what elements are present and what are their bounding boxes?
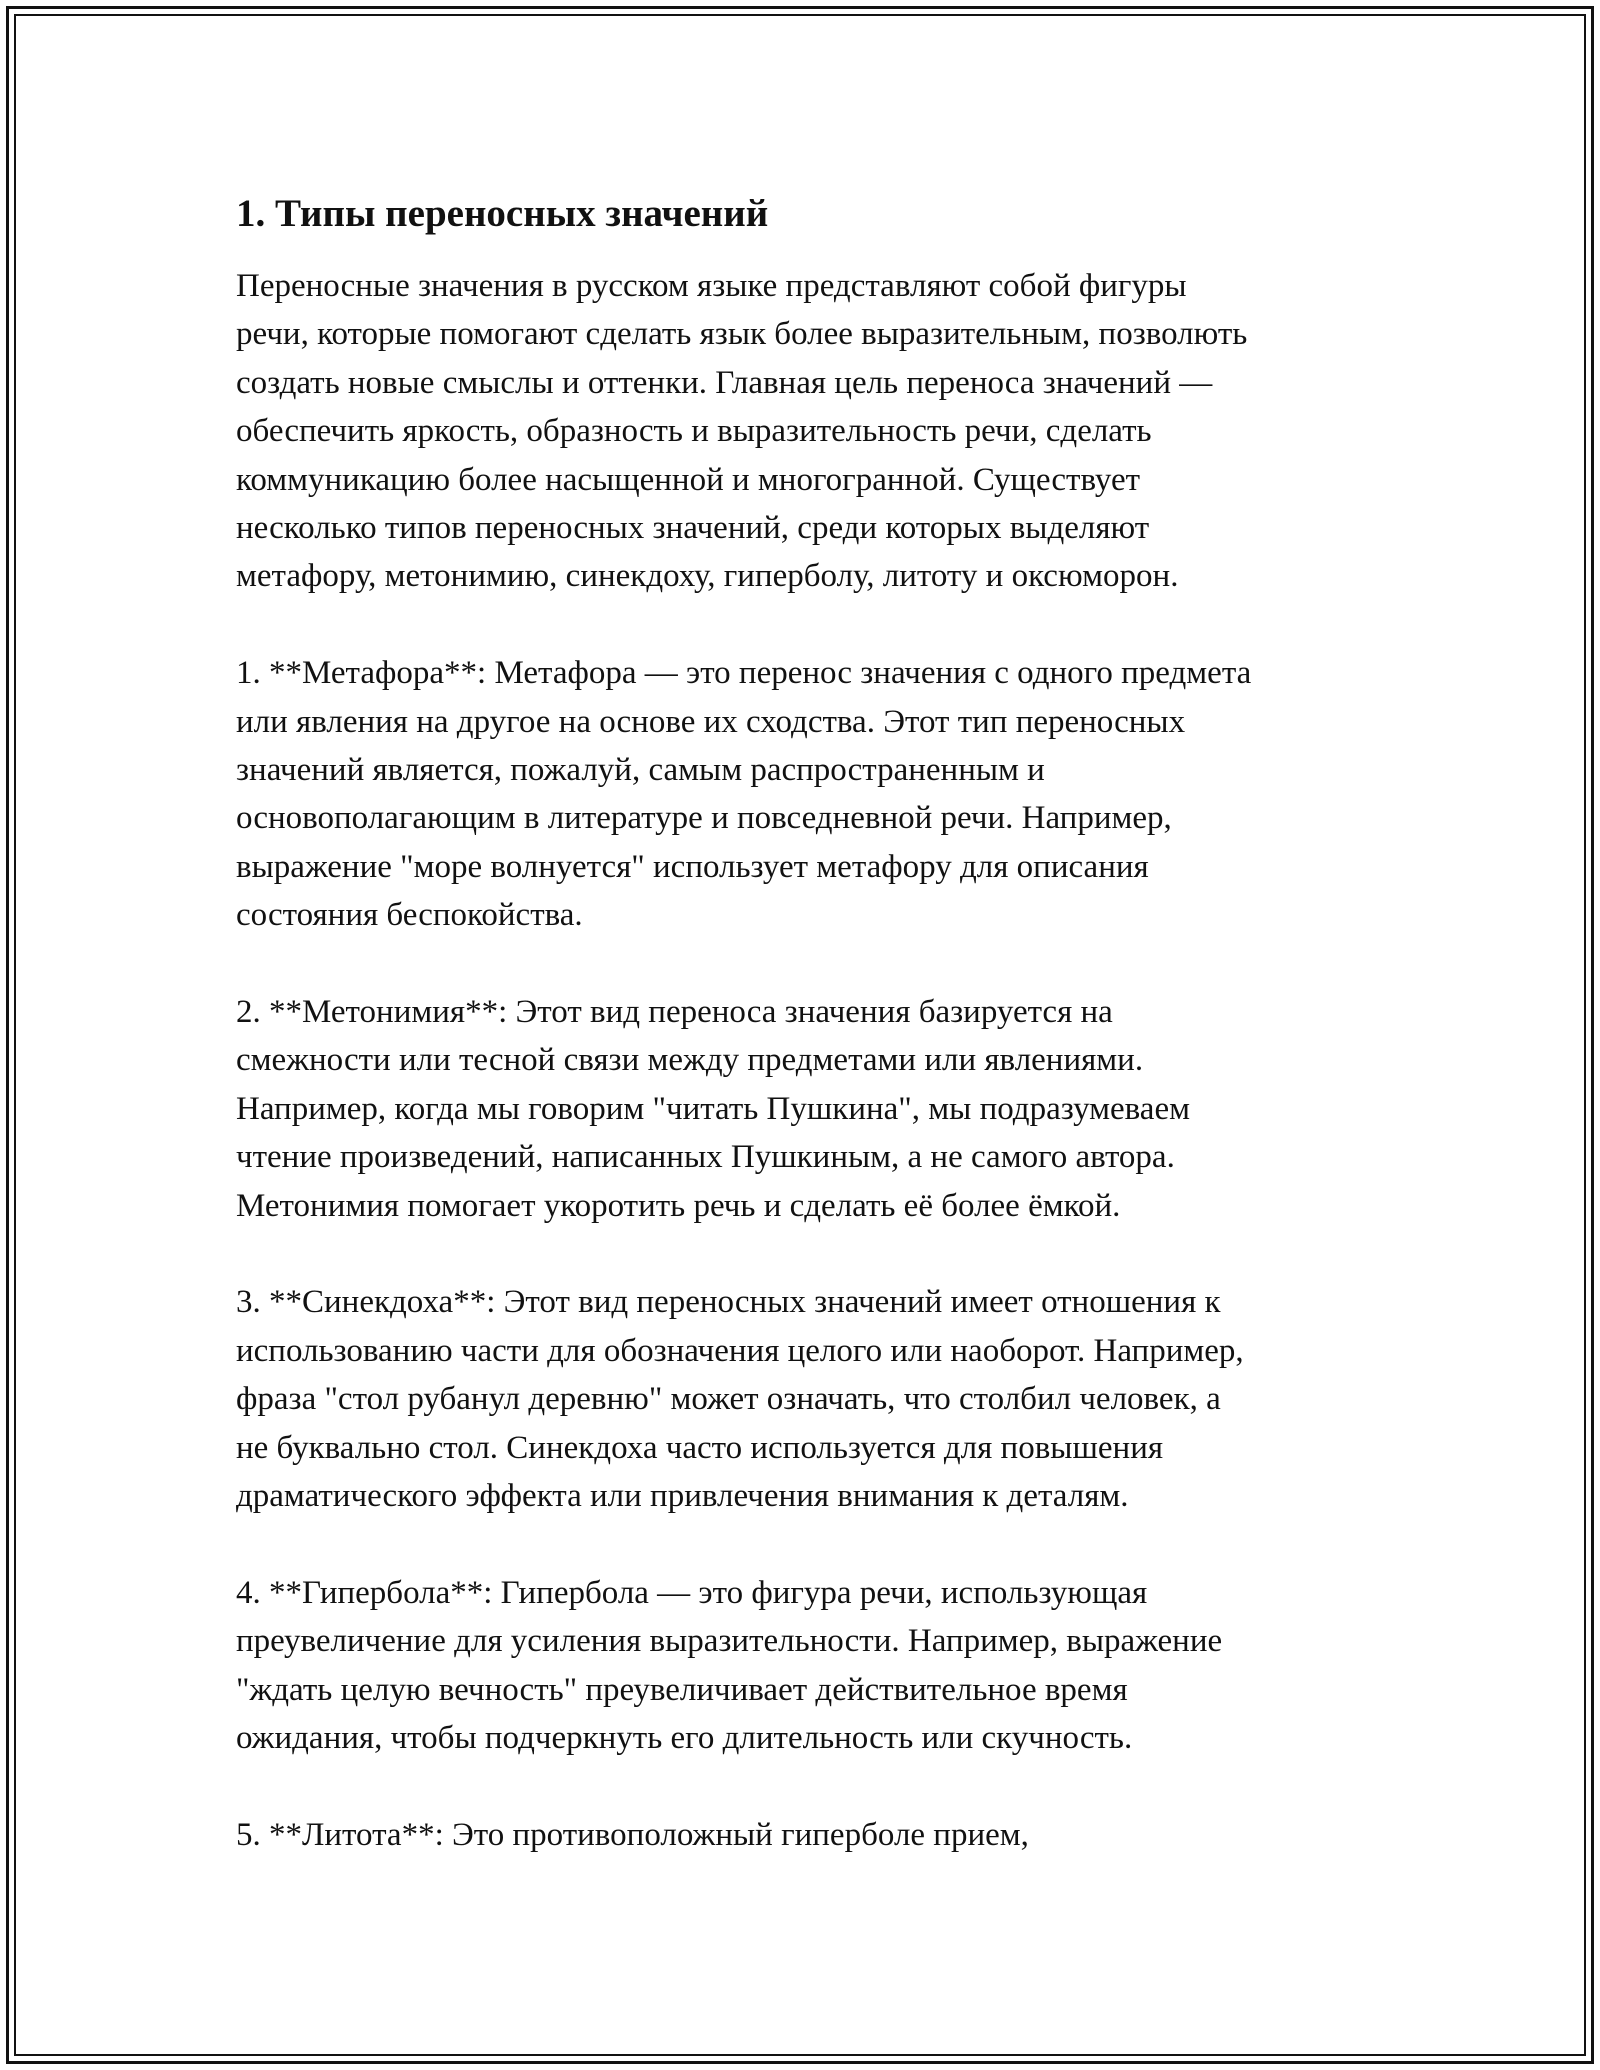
- hyperbole-paragraph: 4. **Гипербола**: Гипербола — это фигура речи, использующая преувеличение для усиления выразительности. Например, выражение "ждать целую вечность" преувеличивает действительное время ожидания, чтобы подчеркнуть его длительность или скучность.: [236, 1574, 1223, 1757]
- document-body: [236, 186, 1406, 1908]
- section-heading: 1. Типы переносных значений: [236, 192, 769, 235]
- intro-paragraph: Переносные значения в русском языке представляют собой фигуры речи, которые помогают сделать язык более выразительным, позволють создать новые смыслы и оттенки. Главная цель переноса значений — обеспечить яркость, образность и выразительность речи, сделать коммуникацию более насыщенной и многогранной. Существует несколько типов переносных значений, среди которых выделяют метафору, метонимию, синекдоху, гиперболу, литоту и оксюморон.: [236, 268, 1248, 595]
- metaphor-paragraph: 1. **Метафора**: Метафора — это перенос значения с одного предмета или явления на другое на основе их сходства. Этот тип переносных значений является, пожалуй, самым распространенным и основополагающим в литературе и повседневной речи. Например, выражение "море волнуется" использует метафору для описания состояния беспокойства.: [236, 655, 1252, 934]
- synecdoche-paragraph: 3. **Синекдоха**: Этот вид переносных значений имеет отношения к использованию части для обозначения целого или наоборот. Например, фраза "стол рубанул деревню" может означать, что столбил человек, а не буквально стол. Синекдоха часто используется для повышения драматического эффекта или привлечения внимания к деталям.: [236, 1284, 1244, 1515]
- metonymy-paragraph: 2. **Метонимия**: Этот вид переноса значения базируется на смежности или тесной связи между предметами или явлениями. Например, когда мы говорим "читать Пушкина", мы подразумеваем чтение произведений, написанных Пушкиным, а не самого автора. Метонимия помогает укоротить речь и сделать её более ёмкой.: [236, 994, 1190, 1224]
- litotes-paragraph: 5. **Литота**: Это противоположный гиперболе прием,: [236, 1816, 1029, 1853]
